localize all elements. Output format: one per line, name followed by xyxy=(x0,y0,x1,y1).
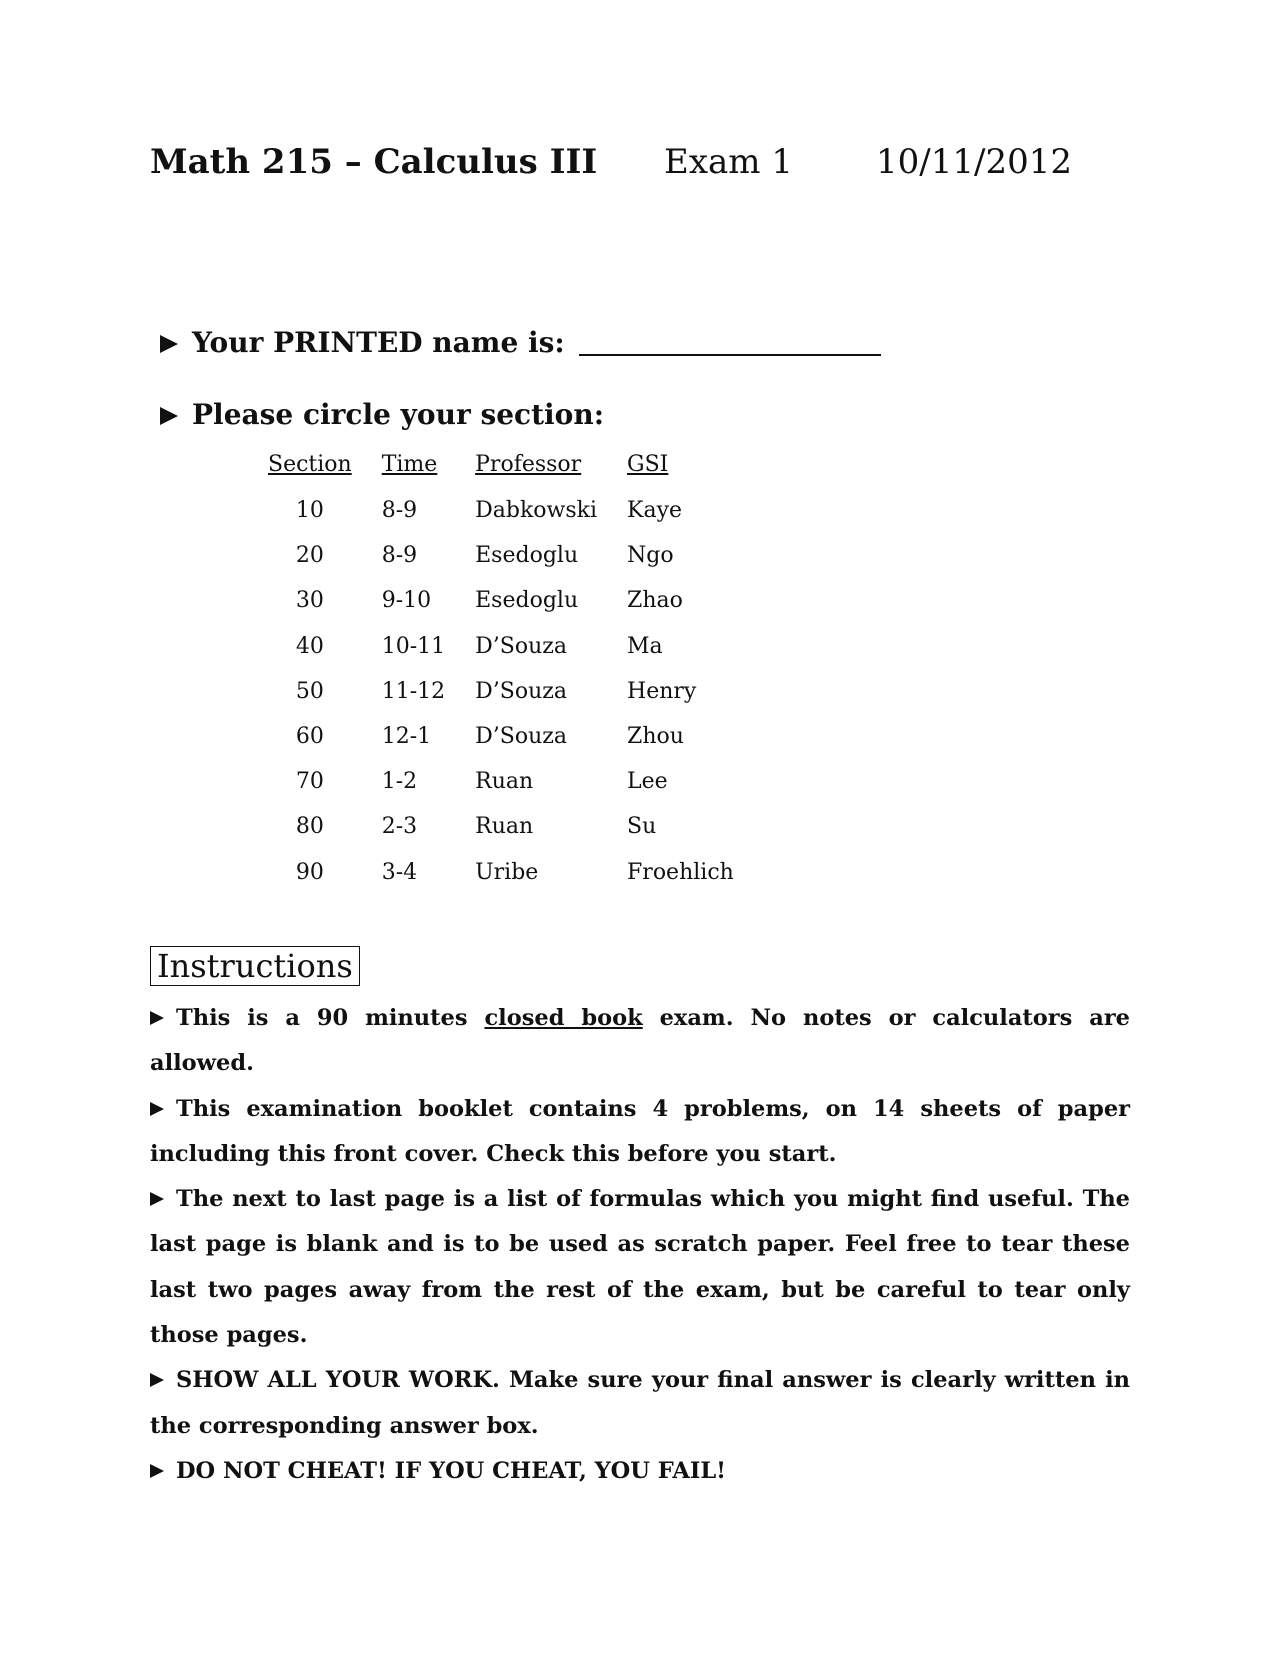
section-cell: 90 xyxy=(295,859,324,885)
gsi-cell: Henry xyxy=(627,678,697,704)
exam-date: 10/11/2012 xyxy=(876,142,1072,182)
time-cell: 8-9 xyxy=(381,543,418,569)
course-title: Math 215 – Calculus III xyxy=(150,142,598,182)
instruction-item xyxy=(150,1177,1130,1358)
instruction-4: SHOW ALL YOUR WORK. Make sure your final answer is clearly written in the corresponding answer box. xyxy=(150,1367,1130,1439)
gsi-cell: Su xyxy=(627,814,657,840)
gsi-cell: Froehlich xyxy=(627,859,734,885)
section-cell: 30 xyxy=(295,588,324,614)
table-row[interactable] xyxy=(262,769,758,814)
instruction-item xyxy=(150,1449,1130,1494)
instruction-5: DO NOT CHEAT! IF YOU CHEAT, YOU FAIL! xyxy=(176,1457,727,1484)
closed-book-emphasis: closed book xyxy=(484,1005,643,1031)
instruction-1-post: exam. No notes or calculators are allowed. xyxy=(150,1005,1130,1077)
instruction-2: This examination booklet contains 4 problems, on 14 sheets of paper including this front cover. Check this before you start. xyxy=(150,1095,1130,1167)
table-row[interactable] xyxy=(262,814,758,859)
instruction-item xyxy=(150,1087,1130,1178)
header-gsi: GSI xyxy=(627,452,669,477)
section-cell: 60 xyxy=(295,723,324,749)
triangle-bullet-icon xyxy=(150,1192,164,1206)
triangle-bullet-icon xyxy=(150,1373,164,1387)
section-table xyxy=(262,452,758,905)
section-prompt-row xyxy=(160,398,604,431)
professor-cell: Ruan xyxy=(475,814,534,840)
gsi-cell: Zhou xyxy=(627,723,684,749)
name-prompt-row xyxy=(160,326,881,359)
professor-cell: Dabkowski xyxy=(475,498,598,523)
triangle-bullet-icon xyxy=(150,1464,164,1478)
triangle-bullet-icon xyxy=(150,1102,164,1116)
time-cell: 8-9 xyxy=(381,498,418,523)
section-cell: 70 xyxy=(295,769,324,795)
exam-label: Exam 1 xyxy=(664,142,793,182)
section-cell: 40 xyxy=(295,633,324,659)
table-row[interactable] xyxy=(262,498,758,543)
professor-cell: Ruan xyxy=(475,769,534,795)
table-row[interactable] xyxy=(262,588,758,633)
professor-cell: D’Souza xyxy=(475,678,567,704)
instruction-3: The next to last page is a list of formulas which you might find useful. The last page is blank and is to be used as scratch paper. Feel free to tear these last two pages away from the rest of the exam, but be careful to tear only those pages. xyxy=(150,1186,1130,1349)
professor-cell: D’Souza xyxy=(475,633,567,659)
section-table-header xyxy=(262,452,758,498)
professor-cell: D’Souza xyxy=(475,723,567,749)
time-cell: 10-11 xyxy=(381,633,446,659)
table-row[interactable] xyxy=(262,679,758,724)
time-cell: 9-10 xyxy=(381,588,432,614)
instructions-title: Instructions xyxy=(150,946,360,986)
time-cell: 3-4 xyxy=(381,859,418,885)
section-cell: 50 xyxy=(295,678,324,704)
triangle-bullet-icon xyxy=(150,1011,164,1025)
time-cell: 2-3 xyxy=(381,814,418,840)
section-cell: 80 xyxy=(295,814,324,840)
instruction-item xyxy=(150,1358,1130,1449)
header-professor: Professor xyxy=(475,452,582,477)
triangle-bullet-icon xyxy=(160,335,178,353)
professor-cell: Uribe xyxy=(475,859,539,885)
gsi-cell: Lee xyxy=(627,769,668,795)
gsi-cell: Kaye xyxy=(627,498,683,523)
instruction-1-pre: This is a 90 minutes xyxy=(176,1005,468,1031)
gsi-cell: Zhao xyxy=(627,588,683,614)
professor-cell: Esedoglu xyxy=(475,543,579,569)
name-blank-line[interactable] xyxy=(579,330,881,356)
time-cell: 11-12 xyxy=(381,678,446,704)
triangle-bullet-icon xyxy=(160,407,178,425)
gsi-cell: Ma xyxy=(627,633,663,659)
instruction-item xyxy=(150,996,1130,1087)
table-row[interactable] xyxy=(262,724,758,769)
section-cell: 10 xyxy=(295,498,324,523)
time-cell: 1-2 xyxy=(381,769,418,795)
professor-cell: Esedoglu xyxy=(475,588,579,614)
table-row[interactable] xyxy=(262,634,758,679)
time-cell: 12-1 xyxy=(381,723,432,749)
instructions-list xyxy=(150,996,1130,1494)
table-row[interactable] xyxy=(262,543,758,588)
section-cell: 20 xyxy=(295,543,324,569)
table-row[interactable] xyxy=(262,860,758,905)
name-prompt: Your PRINTED name is: xyxy=(192,326,565,359)
header-time: Time xyxy=(381,452,438,477)
section-prompt: Please circle your section: xyxy=(192,398,605,431)
header-section: Section xyxy=(268,452,352,477)
gsi-cell: Ngo xyxy=(627,543,674,569)
